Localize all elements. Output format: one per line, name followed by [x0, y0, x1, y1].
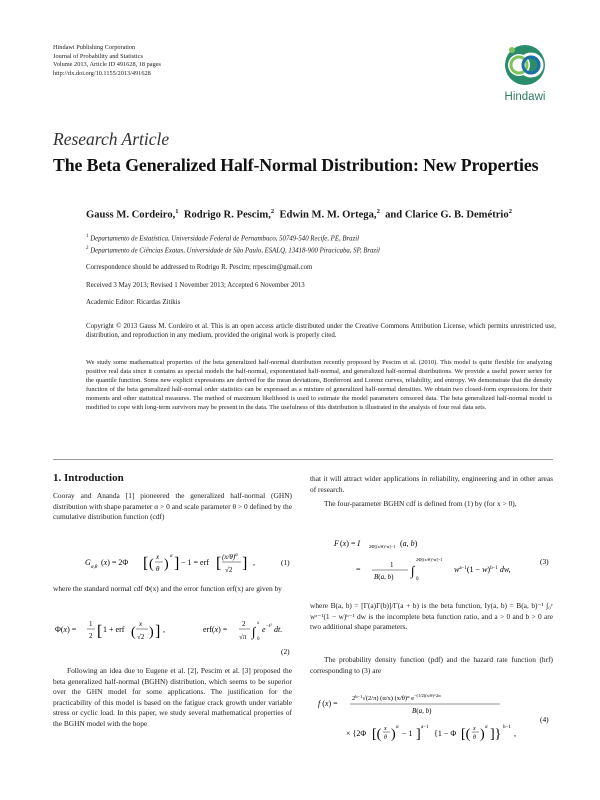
svg-text:2Φ[(x/θ)^α]−1: 2Φ[(x/θ)^α]−1 — [369, 544, 396, 549]
svg-text:2: 2 — [89, 632, 93, 640]
svg-text:(x) = I: (x) = I — [340, 539, 361, 548]
svg-text:√π: √π — [239, 633, 247, 641]
svg-text:): ) — [391, 727, 396, 742]
svg-text:x: x — [257, 621, 260, 626]
dates: Received 3 May 2013; Revised 1 November 2013; Accepted 6 November 2013 — [86, 282, 305, 289]
doi-link[interactable]: http://dx.doi.org/10.1155/2013/491628 — [53, 69, 151, 77]
publisher: Hindawi Publishing Corporation — [53, 44, 136, 51]
svg-text:(: ( — [149, 557, 154, 572]
author-aff: 2 — [508, 208, 512, 215]
svg-text:− 1: − 1 — [402, 729, 413, 738]
copyright: Copyright © 2013 Gauss M. Cordeiro et al. This is an open access article distributed under the Creative Commons Attribution License, which permits unrestricted use, distribution, and reproduction in any medium, provided the original work is properly cited. — [86, 323, 556, 339]
svg-text:x: x — [156, 553, 160, 561]
article-type: Research Article — [53, 129, 170, 149]
hindawi-logo — [497, 40, 553, 104]
col2-paragraph-3: where B(a, b) = [Γ(a)Γ(b)]/Γ(a + b) is the beta function, Iy(a, b) = B(a, b)⁻¹ ∫₀ʸ wᵃ⁻¹(1 − w)ᵇ⁻¹ dw is the incomplete beta function ratio, and a > 0 and b > 0 are two additional shape parameters. — [310, 601, 553, 632]
svg-text:[(: [( — [372, 727, 382, 742]
eq-number: (2) — [281, 647, 290, 656]
equation-2-formula — [53, 612, 292, 658]
aff-num: 2 — [86, 246, 89, 251]
svg-text:): ) — [164, 557, 169, 572]
equation-3-formula — [310, 530, 553, 584]
svg-text:2: 2 — [242, 620, 246, 628]
svg-text:]: ] — [242, 555, 248, 572]
article-title: The Beta Generalized Half-Normal Distribution: New Properties — [53, 155, 539, 175]
svg-text:√2: √2 — [225, 566, 233, 574]
svg-text:B(a, b): B(a, b) — [412, 707, 432, 715]
svg-text:[: [ — [216, 555, 222, 572]
aff-text: Departamento de Ciências Exatas, Universidade de São Paulo, ESALQ, 13418-900 Piracicaba, SP, Brazil — [90, 247, 380, 255]
svg-text:∫: ∫ — [252, 624, 256, 639]
svg-text:[: [ — [97, 623, 103, 640]
author-name: Rodrigo R. Pescim, — [183, 209, 271, 221]
svg-text:x: x — [384, 726, 387, 732]
eq-number: (1) — [281, 558, 290, 567]
col2-paragraph-4: The probability density function (pdf) and the hazard rate function (hrf) corresponding to (3) are — [310, 655, 553, 675]
svg-text:(x/θ)α: $(x/\theta)^\alpha$ — [222, 553, 238, 561]
equation-3 — [310, 530, 553, 584]
journal-header — [53, 44, 161, 78]
col2-paragraph-1: that it will attract wider applications in reliability, engineering and in other areas of research. — [310, 474, 553, 494]
svg-text:α: α — [485, 725, 488, 730]
section-heading: 1. Introduction — [53, 472, 124, 484]
svg-text:]: ] — [174, 555, 180, 572]
author-list — [86, 208, 566, 221]
svg-text:√2: √2 — [137, 633, 145, 641]
svg-text:G: G — [85, 558, 91, 567]
author-name: Edwin M. M. Ortega, — [279, 209, 377, 221]
svg-text:− 1 = erf: − 1 = erf — [181, 558, 209, 567]
svg-text:a−1: a−1 — [421, 725, 429, 730]
logo-wordmark: Hindawi — [504, 91, 546, 103]
svg-text:b−1: b−1 — [503, 725, 511, 730]
svg-text:× {2Φ: × {2Φ — [346, 729, 367, 738]
svg-text:,: , — [253, 558, 255, 567]
equation-4-formula — [310, 686, 553, 748]
svg-text:]}: ]} — [490, 727, 502, 742]
svg-text:(a, b): (a, b) — [400, 539, 418, 548]
svg-text:∫: ∫ — [411, 563, 415, 578]
svg-text:f (x) =: f (x) = — [318, 699, 338, 708]
svg-text:θ: θ — [384, 735, 387, 741]
svg-text:α: α — [170, 554, 173, 559]
correspondence: Correspondence should be addressed to Rodrigo R. Pescim; rrpescim@gmail.com — [86, 264, 313, 271]
svg-text:Φ(x) =: Φ(x) = — [55, 625, 77, 634]
svg-text:2Φ[(x/θ)^α]−1: 2Φ[(x/θ)^α]−1 — [416, 557, 443, 562]
aff-num: 1 — [86, 234, 89, 239]
intro-paragraph-2: where the standard normal cdf Φ(x) and the error function erf(x) are given by — [53, 584, 282, 593]
equation-1 — [53, 544, 292, 580]
svg-text:(x) = 2Φ: (x) = 2Φ — [101, 558, 129, 567]
svg-text:1: 1 — [390, 561, 394, 569]
journal-name: Journal of Probability and Statistics — [53, 52, 143, 60]
author-aff: 2 — [270, 208, 275, 215]
svg-text:]: ] — [416, 727, 421, 742]
svg-text:α: α — [396, 725, 399, 730]
svg-text:1 + erf: 1 + erf — [103, 625, 125, 634]
intro-paragraph-3: Following an idea due to Eugene et al. [2], Pescim et al. [3] proposed the beta generalized half-normal (BGHN) distribution, which seems to be superior over the GHN model for some applications. The justification for the practicability of this model is based on the fatigue crack growth under variable stress or cyclic load. In this paper, we study several mathematical properties of the BGHN model with the hope — [53, 666, 292, 728]
svg-text:]: ] — [155, 623, 161, 640]
svg-text:{1 − Φ: {1 − Φ — [434, 729, 457, 738]
svg-text:e: e — [262, 625, 266, 634]
svg-text:wa−1(1 − w)b−1 dw,: $w^{a-1}(1 - w)^{b-1}$ dw, — [454, 565, 511, 574]
svg-text:B(a, b): B(a, b) — [374, 573, 394, 581]
volume-info: Volume 2013, Article ID 491628, 18 pages — [53, 61, 161, 69]
affiliation-2 — [86, 244, 556, 255]
svg-text:x: x — [139, 620, 143, 628]
affiliation-1 — [86, 232, 556, 243]
eq-number: (4) — [540, 715, 549, 724]
svg-text:θ: θ — [156, 565, 160, 573]
abstract: We study some mathematical properties of the beta generalized half-normal distribution recently proposed by Pescim et al. (2010). This model is quite flexible for analyzing positive real data since it contains as special models the half-normal, exponentiated half-normal, and generalized half-normal distributions. We provide a useful power series for the quantile function. Some new explicit expressions are derived for the mean deviations, Bonferroni and Lorenz curves, reliability, and entropy. We demonstrate that the density function of the beta generalized half-normal order statistics can be expressed as a mixture of generalized half-normal densities. We obtain two closed-form expressions for their moments and other statistical measures. The method of maximum likelihood is used to estimate the model parameters censored data. The beta generalized half-normal model is modified to cope with long-term survivors may be present in the data. The usefulness of this distribution is illustrated in the analysis of four real data sets. — [86, 359, 552, 412]
author-name: and Clarice G. B. Demétrio — [385, 209, 509, 221]
svg-text:0: 0 — [416, 577, 419, 582]
hindawi-logo-icon — [497, 40, 553, 90]
svg-text:erf(x) =: erf(x) = — [203, 625, 228, 634]
divider — [53, 459, 553, 460]
svg-text:x: x — [473, 726, 476, 732]
eq-number: (3) — [540, 557, 549, 566]
svg-text:): ) — [149, 625, 154, 640]
svg-text:F: F — [334, 539, 339, 548]
equation-2 — [53, 612, 292, 658]
svg-text:−t²: −t² — [266, 624, 272, 629]
svg-text:0: 0 — [257, 637, 260, 642]
svg-text:,: , — [163, 625, 165, 634]
svg-text:[(: [( — [461, 727, 471, 742]
author-name: Gauss M. Cordeiro, — [86, 209, 176, 221]
svg-text:2b−1√(2/π) (α/x) (x/θ)α e−(1/2: $2^{b-1}√(2/\pi)$ (α/x) $(x/\theta)^\alpha$ $e^{-(1/2)(x/\theta)\^{}2\alpha}$ — [352, 693, 441, 702]
svg-text:=: = — [356, 565, 361, 574]
col2-paragraph-2: The four-parameter BGHN cdf is defined from (1) by (for x > 0), — [324, 499, 517, 508]
equation-1-formula — [53, 544, 292, 580]
svg-text:α,θ: α,θ — [91, 565, 98, 570]
svg-text:(: ( — [131, 625, 136, 640]
svg-text:[: [ — [143, 555, 149, 572]
svg-text:): ) — [480, 727, 485, 742]
equation-4 — [310, 686, 553, 748]
aff-text: Departamento de Estatística, Universidade Federal de Pernambuco, 50749-540 Recife, PE, Brazil — [90, 235, 360, 243]
author-aff: 1 — [175, 208, 179, 215]
svg-text:θ: θ — [473, 735, 476, 741]
svg-text:1: 1 — [89, 620, 93, 628]
svg-text:dt.: dt. — [274, 625, 283, 634]
svg-text:,: , — [514, 729, 516, 738]
academic-editor: Academic Editor: Ricardas Zitikis — [86, 299, 181, 306]
author-aff: 2 — [376, 208, 380, 215]
intro-paragraph-1: Cooray and Ananda [1] pioneered the generalized half-normal (GHN) distribution with shape parameter α > 0 and scale parameter θ > 0 defined by the cumulative distribution function (cdf) — [53, 491, 292, 522]
